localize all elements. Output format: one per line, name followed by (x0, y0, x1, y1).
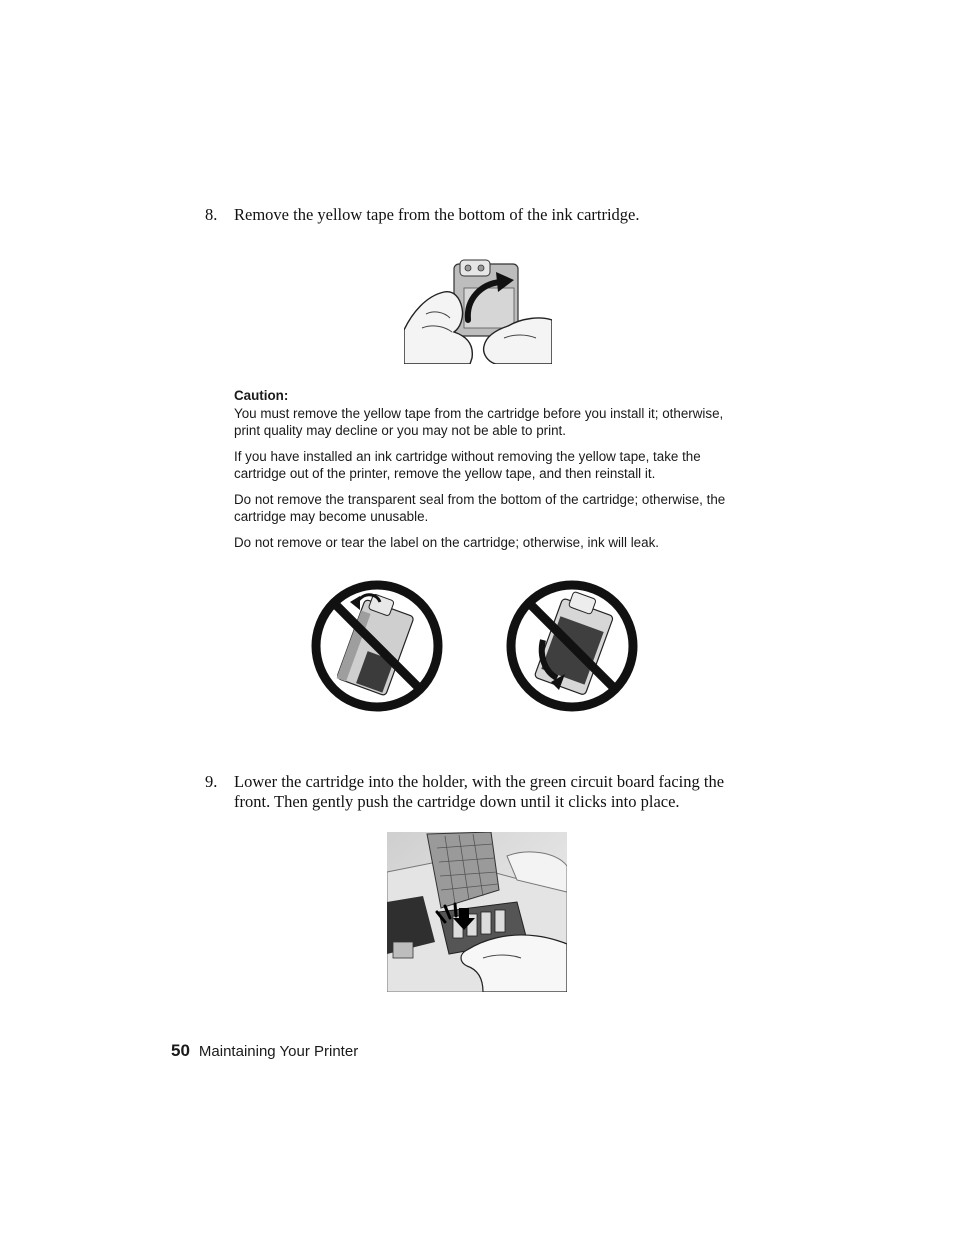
step-8-number: 8. (205, 205, 218, 224)
caution-paragraph-2: If you have installed an ink cartridge without removing the yellow tape, take the cartridge out of the printer, remove the yellow tape, and then reinstall it. (234, 449, 701, 481)
step-8-text: Remove the yellow tape from the bottom of the ink cartridge. (234, 205, 640, 224)
step-9 (205, 772, 745, 812)
step-9-text: Lower the cartridge into the holder, with the green circuit board facing the front. Then gently push the cartridge down until it clicks into place. (234, 772, 725, 811)
section-title: Maintaining Your Printer (198, 1043, 359, 1060)
page-footer (171, 1041, 358, 1061)
no-label-removal-icon (503, 578, 641, 714)
step-8 (205, 205, 745, 225)
caution-heading: Caution: (234, 388, 289, 403)
caution-paragraph-1: You must remove the yellow tape from the cartridge before you install it; otherwise, print quality may decline or you may not be able to print. (234, 406, 724, 438)
step-9-number: 9. (205, 772, 218, 791)
insert-cartridge-illustration (387, 832, 567, 992)
caution-paragraph-3: Do not remove the transparent seal from the bottom of the cartridge; otherwise, the cartridge may become unusable. (234, 492, 726, 524)
caution-box (234, 387, 744, 560)
page-number: 50 (171, 1041, 190, 1060)
caution-paragraph-4: Do not remove or tear the label on the cartridge; otherwise, ink will leak. (234, 535, 659, 550)
remove-tape-illustration (404, 258, 552, 364)
no-seal-removal-icon (308, 578, 446, 714)
